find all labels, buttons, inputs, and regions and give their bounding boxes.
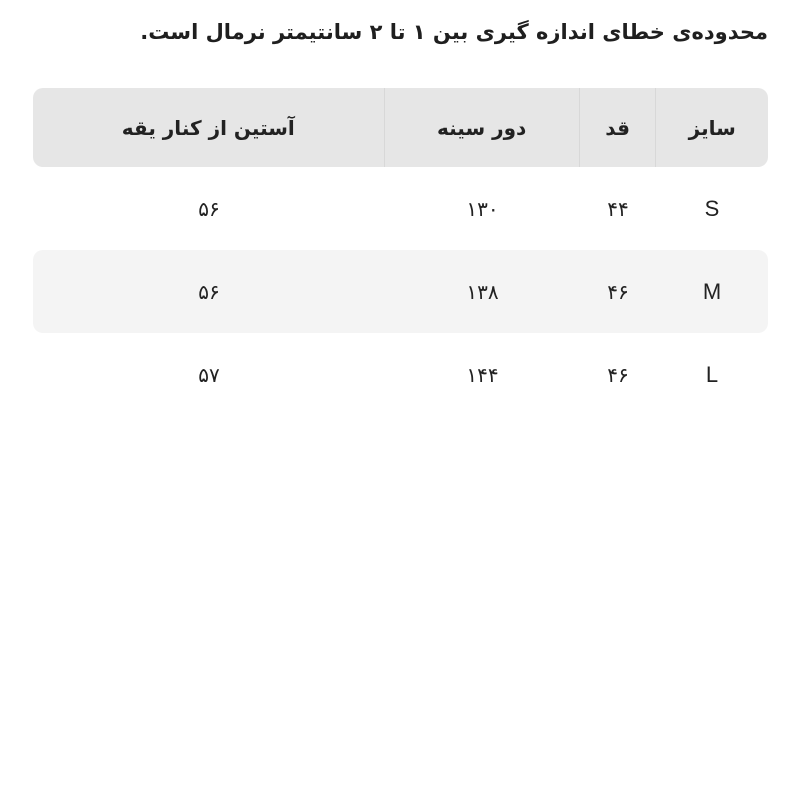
measurement-error-note: محدوده‌ی خطای اندازه گیری بین ۱ تا ۲ سانتیمتر نرمال است. xyxy=(140,20,768,44)
cell-sleeve: ۵۷ xyxy=(198,362,220,387)
cell-height: ۴۶ xyxy=(607,362,629,387)
table-row xyxy=(33,250,768,333)
cell-chest: ۱۴۴ xyxy=(466,362,499,387)
cell-chest: ۱۳۰ xyxy=(466,196,499,221)
cell-size: L xyxy=(705,361,719,387)
table-row xyxy=(33,167,768,250)
table-header xyxy=(33,88,768,167)
header-chest: دور سینه xyxy=(384,88,579,167)
cell-size: M xyxy=(702,278,722,304)
cell-sleeve: ۵۶ xyxy=(198,279,220,304)
header-size: سایز xyxy=(655,88,768,167)
cell-height: ۴۶ xyxy=(607,279,629,304)
cell-height: ۴۴ xyxy=(607,196,629,221)
header-sleeve: آستین از کنار یقه xyxy=(121,115,295,140)
header-height: قد xyxy=(579,88,656,167)
table-row xyxy=(33,333,768,416)
cell-chest: ۱۳۸ xyxy=(466,279,499,304)
cell-sleeve: ۵۶ xyxy=(198,196,220,221)
cell-size: S xyxy=(704,195,720,221)
size-table xyxy=(33,88,768,416)
